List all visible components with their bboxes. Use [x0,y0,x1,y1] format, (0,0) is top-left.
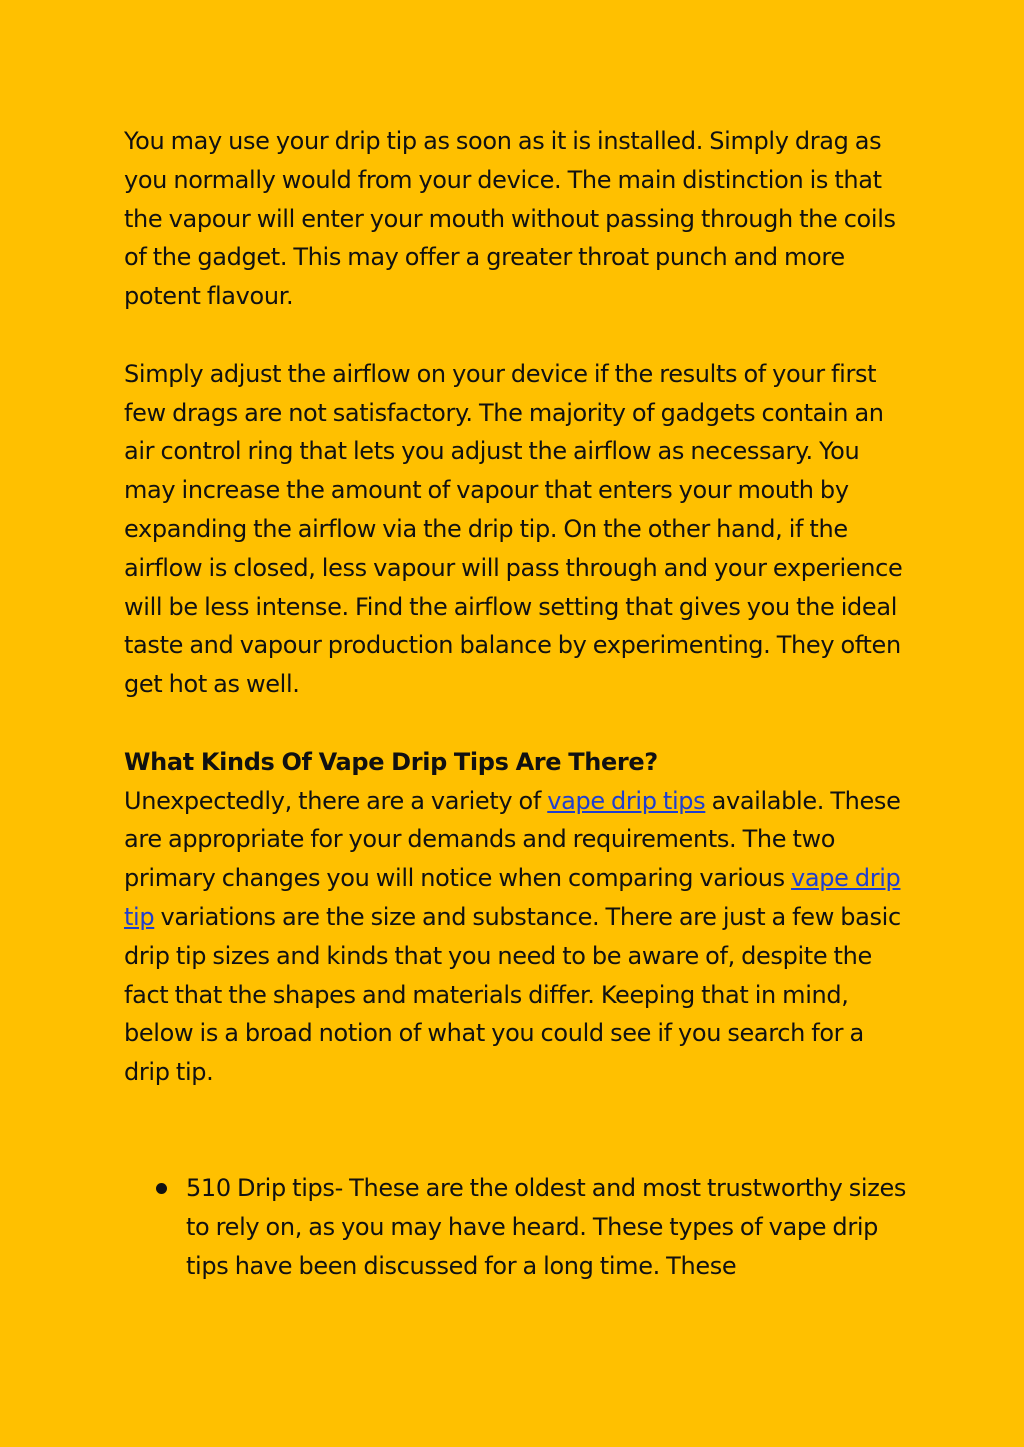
document-page [124,122,914,1285]
bullet-dot-icon [156,1183,167,1194]
drip-tip-list [124,1169,914,1285]
list-item-text: 510 Drip tips- These are the oldest and most trustworthy sizes to rely on, as you may have heard. These types of vape drip tips have been discussed for a long time. These [186,1173,907,1280]
paragraph-gap [124,316,914,355]
intro-text-3: variations are the size and substance. There are just a few basic drip tip sizes and kinds that you need to be aware of, despite the fact that the shapes and materials differ. Keeping that in mind, below is a broad notion of what you could see if you search for a drip tip. [124,902,901,1087]
intro-text-2: available. These are appropriate for your demands and requirements. The two primary changes you will notice when comparing various [124,786,901,893]
vape-drip-tip-link[interactable]: vape drip tip [124,864,901,931]
section-intro [124,782,914,1092]
paragraph-airflow: Simply adjust the airflow on your device if the results of your first few drags are not satisfactory. The majority of gadgets contain an air control ring that lets you adjust the airflow as necessary. You may increase the amount of vapour that enters your mouth by expanding the airflow via the drip tip. On the other hand, if the airflow is closed, less vapour will pass through and your experience will be less intense. Find the airflow setting that gives you the ideal taste and vapour production balance by experimenting. They often get hot as well. [124,359,903,699]
vape-drip-tips-link[interactable]: vape drip tips [547,786,706,815]
section-heading: What Kinds Of Vape Drip Tips Are There? [124,747,658,776]
list-item [186,1169,914,1285]
list-spacer [124,1092,914,1169]
intro-text-1: Unexpectedly, there are a variety of [124,786,548,815]
paragraph-usage: You may use your drip tip as soon as it is installed. Simply drag as you normally would from your device. The main distinction is that the vapour will enter your mouth without passing through the coils of the gadget. This may offer a greater throat punch and more potent flavour. [124,127,896,311]
paragraph-gap [124,704,914,743]
